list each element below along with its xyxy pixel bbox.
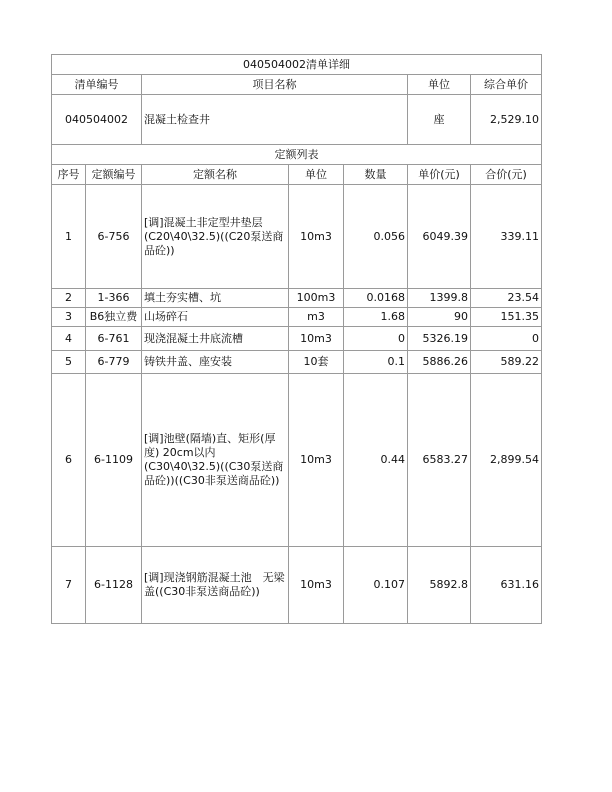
table-row xyxy=(52,547,542,624)
quota-code: 6-1128 xyxy=(86,547,142,624)
bill-detail-table xyxy=(51,54,542,624)
bill-row xyxy=(52,95,542,145)
quota-code: 6-756 xyxy=(86,185,142,289)
quota-qty: 0.107 xyxy=(344,547,408,624)
quota-total: 589.22 xyxy=(471,351,542,374)
quota-title: 定额列表 xyxy=(52,145,542,165)
bill-name: 混凝土检查井 xyxy=(142,95,408,145)
bill-unit: 座 xyxy=(408,95,471,145)
table-row xyxy=(52,374,542,547)
quota-code: 1-366 xyxy=(86,289,142,308)
quota-name: 铸铁井盖、座安装 xyxy=(142,351,289,374)
bill-code-header: 清单编号 xyxy=(52,75,142,95)
table-row xyxy=(52,327,542,351)
quota-price: 6583.27 xyxy=(408,374,471,547)
quota-qty: 1.68 xyxy=(344,308,408,327)
quota-price-header: 单价(元) xyxy=(408,165,471,185)
quota-unit: 10m3 xyxy=(289,374,344,547)
quota-total: 2,899.54 xyxy=(471,374,542,547)
quota-qty: 0.44 xyxy=(344,374,408,547)
bill-name-header: 项目名称 xyxy=(142,75,408,95)
quota-header-row xyxy=(52,165,542,185)
bill-code: 040504002 xyxy=(52,95,142,145)
quota-seq: 6 xyxy=(52,374,86,547)
quota-seq-header: 序号 xyxy=(52,165,86,185)
quota-unit: 10m3 xyxy=(289,327,344,351)
quota-unit: 10套 xyxy=(289,351,344,374)
quota-name: 山场碎石 xyxy=(142,308,289,327)
quota-name: 填土夯实槽、坑 xyxy=(142,289,289,308)
quota-seq: 2 xyxy=(52,289,86,308)
quota-name: 现浇混凝土井底流槽 xyxy=(142,327,289,351)
bill-price: 2,529.10 xyxy=(471,95,542,145)
quota-code: 6-761 xyxy=(86,327,142,351)
quota-name-header: 定额名称 xyxy=(142,165,289,185)
quota-name: [调]池壁(隔墙)直、矩形(厚度) 20cm以内(C30\40\32.5)((C30泵送商品砼))((C30非泵送商品砼)) xyxy=(142,374,289,547)
quota-code-header: 定额编号 xyxy=(86,165,142,185)
table-row xyxy=(52,289,542,308)
table-row xyxy=(52,351,542,374)
table-row xyxy=(52,308,542,327)
quota-code: 6-1109 xyxy=(86,374,142,547)
quota-title-row xyxy=(52,145,542,165)
quota-unit: 10m3 xyxy=(289,547,344,624)
bill-header-row xyxy=(52,75,542,95)
quota-code: 6-779 xyxy=(86,351,142,374)
quota-name: [调]现浇钢筋混凝土池 无梁盖((C30非泵送商品砼)) xyxy=(142,547,289,624)
table-row xyxy=(52,185,542,289)
quota-unit-header: 单位 xyxy=(289,165,344,185)
quota-unit: 10m3 xyxy=(289,185,344,289)
quota-seq: 7 xyxy=(52,547,86,624)
quota-price: 6049.39 xyxy=(408,185,471,289)
bill-price-header: 综合单价 xyxy=(471,75,542,95)
quota-total: 151.35 xyxy=(471,308,542,327)
quota-price: 5326.19 xyxy=(408,327,471,351)
quota-total-header: 合价(元) xyxy=(471,165,542,185)
quota-price: 5886.26 xyxy=(408,351,471,374)
table-title: 040504002清单详细 xyxy=(52,55,542,75)
bill-unit-header: 单位 xyxy=(408,75,471,95)
quota-price: 90 xyxy=(408,308,471,327)
quota-code: B6独立费 xyxy=(86,308,142,327)
quota-name: [调]混凝土非定型井垫层(C20\40\32.5)((C20泵送商品砼)) xyxy=(142,185,289,289)
quota-total: 23.54 xyxy=(471,289,542,308)
quota-total: 631.16 xyxy=(471,547,542,624)
quota-seq: 4 xyxy=(52,327,86,351)
quota-seq: 5 xyxy=(52,351,86,374)
quota-price: 1399.8 xyxy=(408,289,471,308)
quota-price: 5892.8 xyxy=(408,547,471,624)
quota-qty-header: 数量 xyxy=(344,165,408,185)
quota-unit: 100m3 xyxy=(289,289,344,308)
quota-total: 339.11 xyxy=(471,185,542,289)
quota-total: 0 xyxy=(471,327,542,351)
quota-unit: m3 xyxy=(289,308,344,327)
quota-qty: 0 xyxy=(344,327,408,351)
table-title-row xyxy=(52,55,542,75)
quota-qty: 0.1 xyxy=(344,351,408,374)
quota-qty: 0.056 xyxy=(344,185,408,289)
quota-seq: 3 xyxy=(52,308,86,327)
quota-qty: 0.0168 xyxy=(344,289,408,308)
quota-seq: 1 xyxy=(52,185,86,289)
